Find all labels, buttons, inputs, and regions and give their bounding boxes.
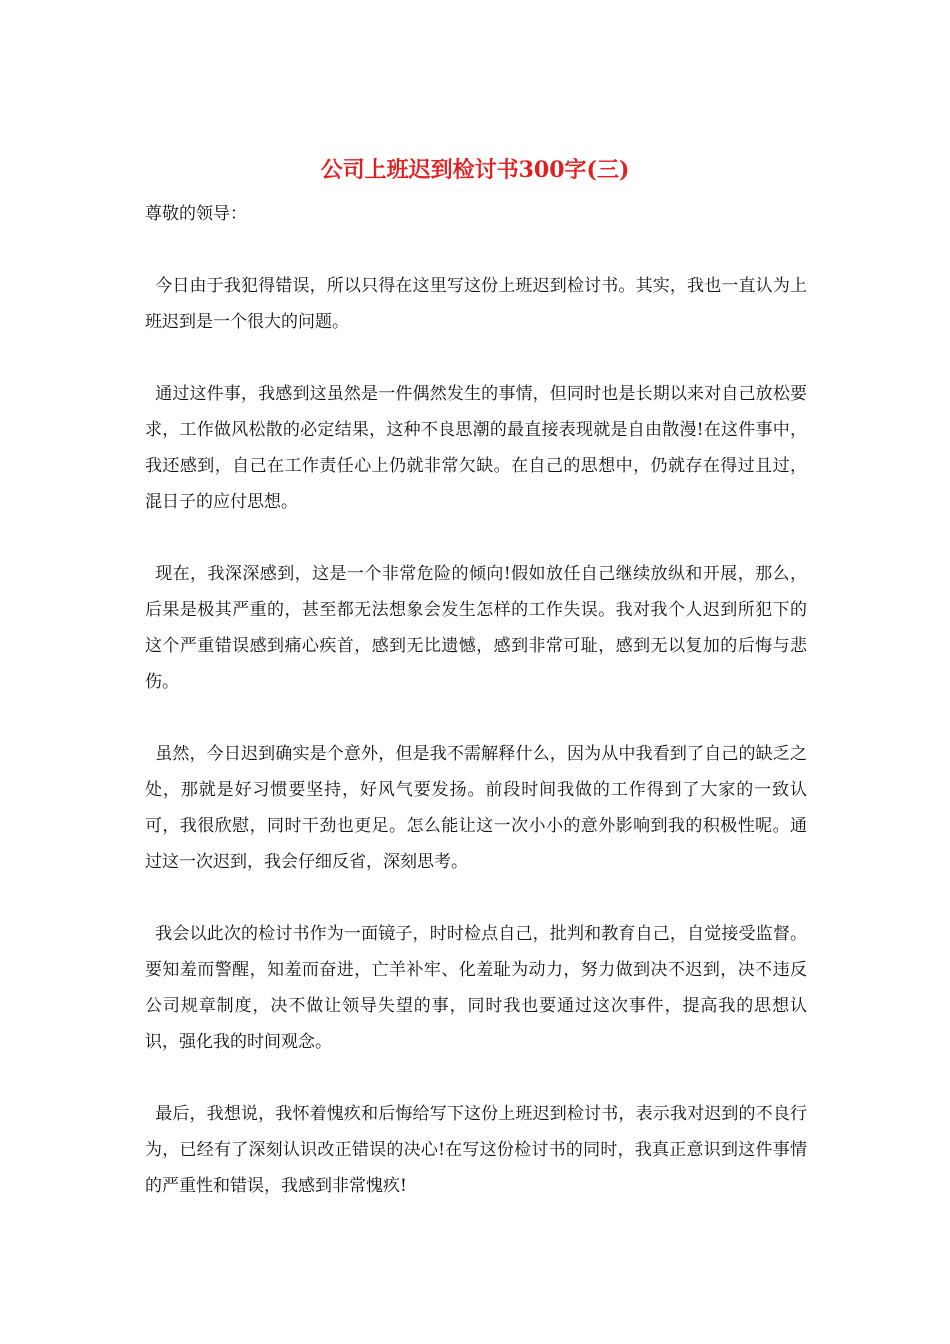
paragraph-3: 现在，我深深感到，这是一个非常危险的倾向!假如放任自己继续放纵和开展，那么，后果是极其严重的，甚至都无法想象会发生怎样的工作失误。我对我个人迟到所犯下的这个严重错误感到痛心疾首，感到无比遗憾，感到非常可耻，感到无以复加的后悔与悲伤。	[145, 564, 807, 692]
salutation: 尊敬的领导：	[145, 204, 247, 224]
paragraph-5: 我会以此次的检讨书作为一面镜子，时时检点自己，批判和教育自己，自觉接受监督。要知羞而警醒，知羞而奋进，亡羊补牢、化羞耻为动力，努力做到决不迟到，决不违反公司规章制度，决不做让领导失望的事，同时我也要通过这次事件，提高我的思想认识，强化我的时间观念。	[145, 924, 807, 1052]
paragraph-1: 今日由于我犯得错误，所以只得在这里写这份上班迟到检讨书。其实，我也一直认为上班迟到是一个很大的问题。	[145, 276, 807, 332]
paragraph-2: 通过这件事，我感到这虽然是一件偶然发生的事情，但同时也是长期以来对自己放松要求，工作做风松散的必定结果，这种不良思潮的最直接表现就是自由散漫!在这件事中，我还感到，自己在工作责任心上仍就非常欠缺。在自己的思想中，仍就存在得过且过，混日子的应付思想。	[145, 384, 807, 512]
document-title: 公司上班迟到检讨书300字(三)	[320, 157, 630, 183]
paragraph-4: 虽然，今日迟到确实是个意外，但是我不需解释什么，因为从中我看到了自己的缺乏之处，那就是好习惯要坚持，好风气要发扬。前段时间我做的工作得到了大家的一致认可，我很欣慰，同时干劲也更足。怎么能让这一次小小的意外影响到我的积极性呢。通过这一次迟到，我会仔细反省，深刻思考。	[145, 744, 807, 872]
document-body	[145, 196, 807, 1204]
paragraph-6: 最后，我想说，我怀着愧疚和后悔给写下这份上班迟到检讨书，表示我对迟到的不良行为，已经有了深刻认识改正错误的决心!在写这份检讨书的同时，我真正意识到这件事情的严重性和错误，我感到非常愧疚!	[145, 1104, 807, 1196]
